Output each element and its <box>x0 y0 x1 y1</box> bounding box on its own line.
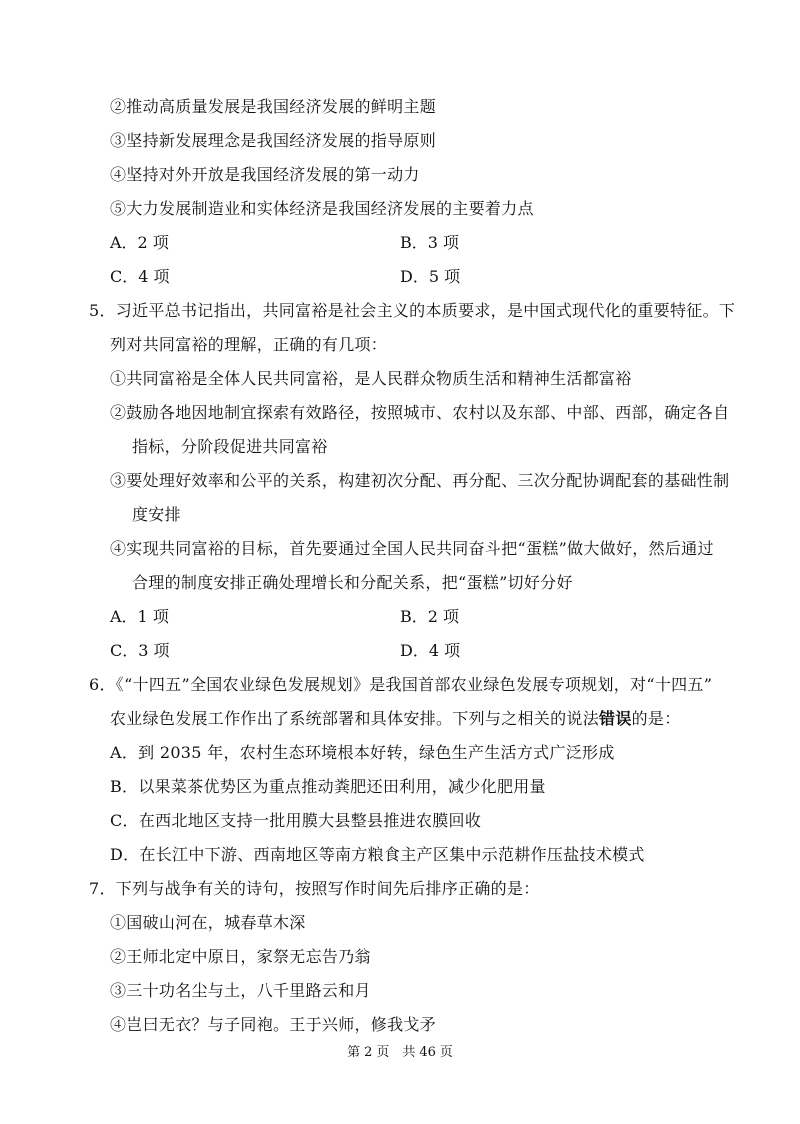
q5-item-3-cont: 度安排 <box>132 505 181 524</box>
q5-item-2: ②鼓励各地因地制宜探索有效路径，按照城市、农村以及东部、中部、西部，确定各自 <box>110 403 730 422</box>
q6-option-c: C．在西北地区支持一批用膜大县整县推进农膜回收 <box>110 811 482 830</box>
page-footer <box>0 1045 800 1061</box>
q5-option-d: D．4 项 <box>400 641 461 660</box>
q6-stem-emphasis: 错误 <box>599 709 632 728</box>
q4-option-a: A．2 项 <box>110 233 169 252</box>
q5-item-1: ①共同富裕是全体人民共同富裕，是人民群众物质生活和精神生活都富裕 <box>110 369 632 388</box>
q5-option-c: C．3 项 <box>110 641 170 660</box>
q4-item-4: ④坚持对外开放是我国经济发展的第一动力 <box>110 165 420 184</box>
q5-option-a: A．1 项 <box>110 607 169 626</box>
q5-stem-line2: 列对共同富裕的理解，正确的有几项： <box>110 335 388 354</box>
q4-option-c: C．4 项 <box>110 267 170 286</box>
q7-item-1: ①国破山河在，城春草木深 <box>110 913 306 932</box>
q4-option-b: B．3 项 <box>400 233 460 252</box>
q4-item-2: ②推动高质量发展是我国经济发展的鲜明主题 <box>110 97 437 116</box>
q5-item-4: ④实现共同富裕的目标，首先要通过全国人民共同奋斗把“蛋糕”做大做好，然后通过 <box>110 539 714 558</box>
q6-stem-line2 <box>110 709 681 729</box>
q4-item-3: ③坚持新发展理念是我国经济发展的指导原则 <box>110 131 437 150</box>
q6-stem-before: 农业绿色发展工作作出了系统部署和具体安排。下列与之相关的说法 <box>110 709 600 728</box>
footer-total-pages: 46 <box>419 1045 436 1060</box>
q7-stem: 7．下列与战争有关的诗句，按照写作时间先后排序正确的是： <box>89 879 540 898</box>
q7-item-2: ②王师北定中原日，家祭无忘告乃翁 <box>110 947 371 966</box>
q6-stem-line1: 6．《“十四五”全国农业绿色发展规划》是我国首部农业绿色发展专项规划，对“十四五” <box>89 675 713 694</box>
q6-option-a: A．到 2035 年，农村生态环境根本好转，绿色生产生活方式广泛形成 <box>110 743 615 762</box>
q6-option-b: B．以果菜茶优势区为重点推动粪肥还田利用，减少化肥用量 <box>110 777 546 796</box>
footer-prefix: 第 <box>347 1045 361 1060</box>
q7-item-4: ④岂曰无衣？与子同袍。王于兴师，修我戈矛 <box>110 1015 437 1034</box>
q5-option-b: B．2 项 <box>400 607 460 626</box>
q5-item-2-cont: 指标，分阶段促进共同富裕 <box>132 437 328 456</box>
q6-option-d: D．在长江中下游、西南地区等南方粮食主产区集中示范耕作压盐技术模式 <box>110 845 645 864</box>
q4-item-5: ⑤大力发展制造业和实体经济是我国经济发展的主要着力点 <box>110 199 534 218</box>
footer-suffix: 页 <box>439 1045 453 1060</box>
q6-stem-after: 的是： <box>631 709 681 728</box>
q5-stem-line1: 5．习近平总书记指出，共同富裕是社会主义的本质要求，是中国式现代化的重要特征。下 <box>89 301 736 320</box>
footer-mid: 页 共 <box>376 1045 416 1060</box>
footer-page-number: 2 <box>364 1045 373 1060</box>
q5-item-4-cont: 合理的制度安排正确处理增长和分配关系，把“蛋糕”切好分好 <box>132 573 573 592</box>
q5-item-3: ③要处理好效率和公平的关系，构建初次分配、再分配、三次分配协调配套的基础性制 <box>110 471 730 490</box>
q4-option-d: D．5 项 <box>400 267 461 286</box>
q7-item-3: ③三十功名尘与土，八千里路云和月 <box>110 981 371 1000</box>
